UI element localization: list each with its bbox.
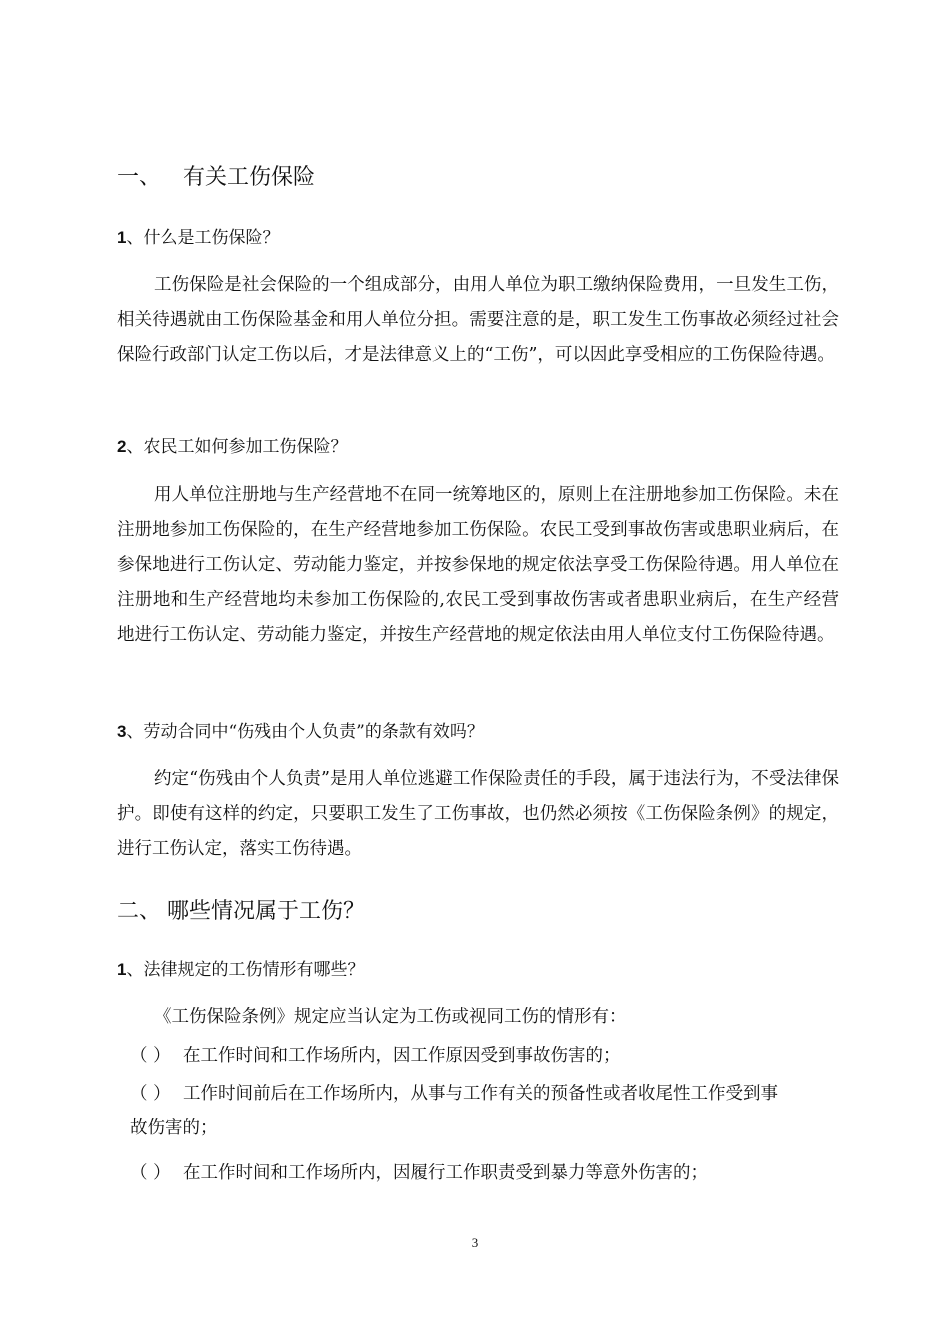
item-text: 工作时间前后在工作场所内，从事与工作有关的预备性或者收尾性工作受到事: [183, 1084, 778, 1104]
section-number: 二、: [117, 899, 162, 924]
list-item: [130, 1077, 840, 1145]
list-item: [130, 1039, 840, 1073]
question-text: 、什么是工伤保险？: [126, 228, 280, 248]
question-3: [117, 720, 484, 744]
section-number: 一、: [117, 165, 162, 190]
page-number: 3: [471, 1235, 479, 1250]
question-number: 2: [117, 437, 127, 456]
answer-3: 约定“伤残由个人负责”是用人单位逃避工作保险责任的手段，属于违法行为，不受法律保护。即使有这样的约定，只要职工发生了工伤事故，也仍然必须按《工伤保险条例》的规定，进行工伤认定，落实工伤待遇。: [117, 769, 839, 859]
item-bracket: （ ）: [130, 1163, 171, 1183]
item-text: 在工作时间和工作场所内，因工作原因受到事故伤害的；: [183, 1046, 621, 1066]
answer-2: 用人单位注册地与生产经营地不在同一统筹地区的，原则上在注册地参加工伤保险。未在注册地参加工伤保险的，在生产经营地参加工伤保险。农民工受到事故伤害或患职业病后，在参保地进行工伤认定、劳动能力鉴定，并按参保地的规定依法享受工伤保险待遇。用人单位在注册地和生产经营地均未参加工伤保险的,农民工受到事故伤害或者患职业病后，在生产经营地进行工伤认定、劳动能力鉴定，并按生产经营地的规定依法由用人单位支付工伤保险待遇。: [117, 485, 839, 645]
item-bracket: （ ）: [130, 1046, 171, 1066]
section-title: 哪些情况属于工伤？: [167, 899, 366, 924]
section-heading-1: [117, 163, 315, 193]
answer-1: 工伤保险是社会保险的一个组成部分，由用人单位为职工缴纳保险费用，一旦发生工伤，相关待遇就由工伤保险基金和用人单位分担。需要注意的是，职工发生工伤事故必须经过社会保险行政部门认定工伤以后，才是法律意义上的“工伤”，可以因此享受相应的工伤保险待遇。: [117, 275, 839, 365]
section-title: 有关工伤保险: [183, 165, 316, 190]
question-number: 1: [117, 960, 127, 979]
item-text: 在工作时间和工作场所内，因履行工作职责受到暴力等意外伤害的；: [183, 1163, 708, 1183]
intro-text: 《工伤保险条例》规定应当认定为工伤或视同工伤的情形有：: [154, 1007, 627, 1027]
question-number: 3: [117, 722, 127, 741]
question-number: 1: [117, 228, 127, 247]
question-1: [117, 226, 279, 250]
question-text: 、农民工如何参加工伤保险？: [126, 437, 348, 457]
question-text: 、法律规定的工伤情形有哪些？: [126, 960, 365, 980]
item-text-continued: 故伤害的；: [130, 1118, 218, 1138]
question-text: 、劳动合同中“伤残由个人负责”的条款有效吗？: [126, 722, 484, 742]
list-item: [130, 1156, 840, 1190]
question-4: [117, 958, 364, 982]
item-bracket: （ ）: [130, 1084, 171, 1104]
question-2: [117, 435, 347, 459]
section-heading-2: [117, 897, 365, 927]
